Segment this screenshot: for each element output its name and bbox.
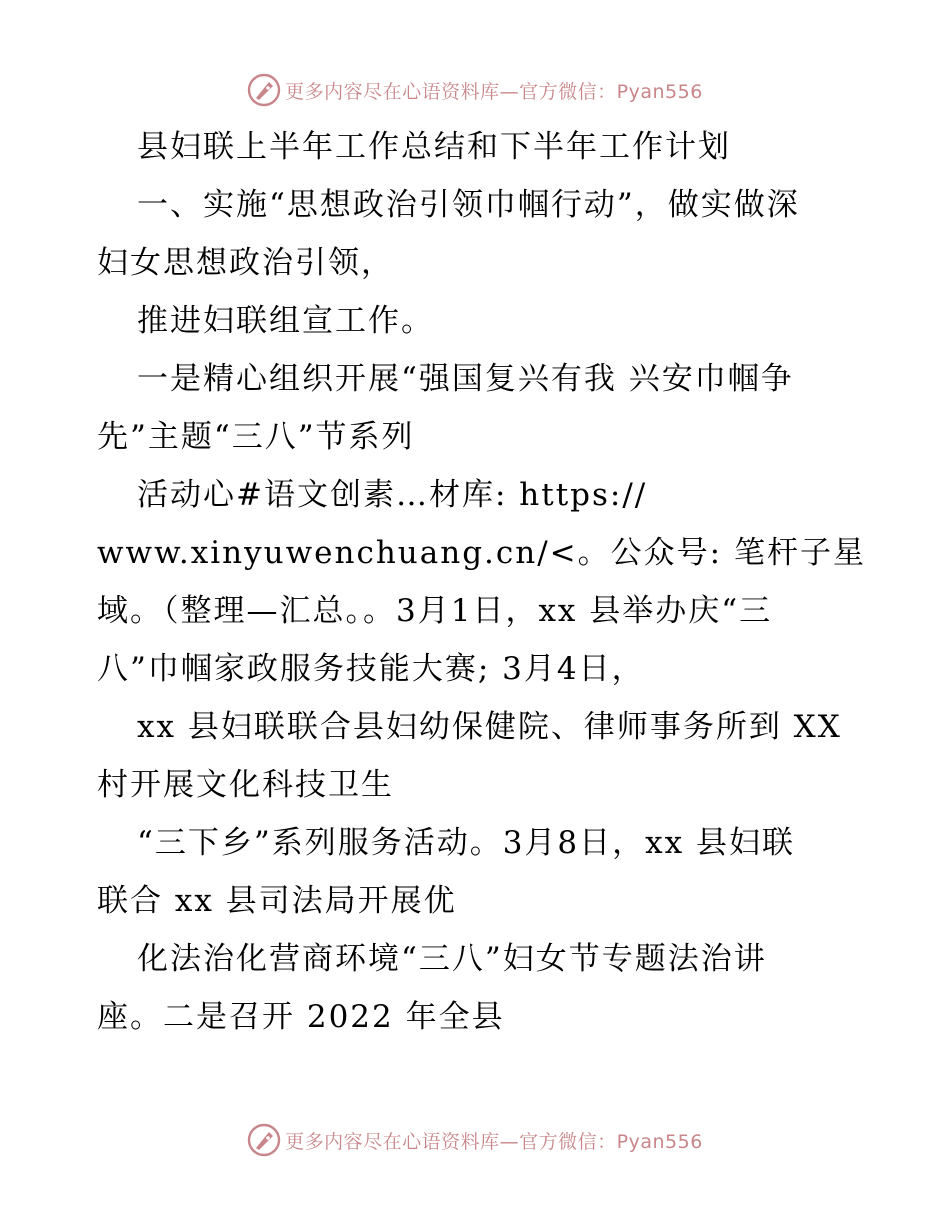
document-body xyxy=(97,118,866,1046)
paragraph-line: 活动心#语文创素…材库: https:// xyxy=(137,477,648,513)
paragraph-line: 域。（整理—汇总。。3月1日，xx 县举办庆“三 xyxy=(97,593,773,629)
paragraph-line: 先”主题“三八”节系列 xyxy=(97,419,415,455)
footer-watermark-text: 更多内容尽在心语资料库—官方微信：Pyan556 xyxy=(285,1130,703,1153)
paragraph-line: xx 县妇联联合县妇幼保健院、律师事务所到 XX xyxy=(137,709,842,745)
paragraph-line: “三下乡”系列服务活动。3月8日，xx 县妇联 xyxy=(137,825,795,861)
paragraph-line: 村开展文化科技卫生 xyxy=(97,767,394,803)
paragraph-line: 化法治化营商环境“三八”妇女节专题法治讲 xyxy=(137,941,767,977)
paragraph-line: 一、实施“思想政治引领巾帼行动”，做实做深 xyxy=(137,187,800,223)
footer-watermark-banner xyxy=(0,1120,950,1160)
paragraph-line: www.xinyuwenchuang.cn/<。公众号: 笔杆子星 xyxy=(97,535,866,571)
paragraph-line: 推进妇联组宣工作。 xyxy=(137,303,434,339)
pen-nib-logo-icon xyxy=(247,73,281,107)
paragraph-line: 妇女思想政治引领， xyxy=(97,245,394,281)
document-title: 县妇联上半年工作总结和下半年工作计划 xyxy=(137,129,731,165)
pen-nib-logo-icon xyxy=(247,1123,281,1157)
paragraph-line: 座。二是召开 2022 年全县 xyxy=(97,999,505,1035)
header-watermark-banner xyxy=(0,70,950,110)
paragraph-line: 一是精心组织开展“强国复兴有我 兴安巾帼争 xyxy=(137,361,794,397)
paragraph-line: 联合 xx 县司法局开展优 xyxy=(97,883,457,919)
header-watermark-text: 更多内容尽在心语资料库—官方微信：Pyan556 xyxy=(285,80,703,103)
paragraph-line: 八”巾帼家政服务技能大赛; 3月4日， xyxy=(97,651,645,687)
